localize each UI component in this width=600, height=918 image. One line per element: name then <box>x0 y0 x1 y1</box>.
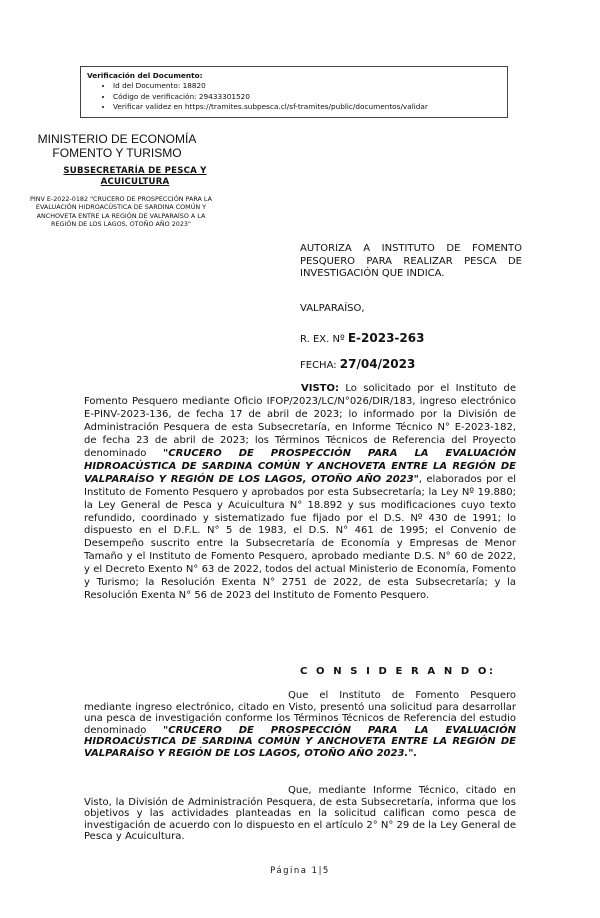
considerando-p1-project: "CRUCERO DE PROSPECCIÓN PARA LA EVALUACIÓN HIDROACÚSTICA DE SARDINA COMÚN Y ANCHOVETA ENTRE LA REGIÓN DE VALPARAÍSO Y REGIÓN DE LOS LAGOS, OTOÑO AÑO 2023.". <box>84 724 516 759</box>
visto-paragraph <box>84 383 516 603</box>
pinv-reference: PINV E-2022-0182 "CRUCERO DE PROSPECCIÓN PARA LA EVALUACIÓN HIDROACÚSTICA DE SARDINA COMÚN Y ANCHOVETA ENTRE LA REGIÓN DE VALPARAÍSO A LA REGIÓN DE LOS LAGOS, OTOÑO AÑO 2023" <box>29 195 213 228</box>
verification-code: • Código de verificación: 29433301520 <box>113 92 501 102</box>
verification-title: Verificación del Documento: <box>87 71 203 80</box>
rex-number: E-2023-263 <box>347 331 425 345</box>
ministry-line-1: MINISTERIO DE ECONOMÍA <box>37 132 197 146</box>
page-number: Página 1|5 <box>270 866 330 876</box>
ministry-line-2: FOMENTO Y TURISMO <box>52 146 182 160</box>
subsecretaria-name: SUBSECRETARÍA DE PESCA Y ACUICULTURA <box>63 166 207 187</box>
considerando-heading: C O N S I D E R A N D O: <box>300 666 496 677</box>
visto-project-title: "CRUCERO DE PROSPECCIÓN PARA LA EVALUACIÓN HIDROACÚSTICA DE SARDINA COMÚN Y ANCHOVETA ENTRE LA REGIÓN DE VALPARAÍSO Y REGIÓN DE LOS LAGOS, OTOÑO AÑO 2023" <box>84 447 516 485</box>
resolution-city: VALPARAÍSO, <box>300 303 365 314</box>
visto-text-2: , elaborados por el Instituto de Fomento Pesquero y aprobados por esta Subsecretaría; la Ley Nº 19.880; la Ley General de Pesca y Acuicultura N° 18.892 y sus modificaciones cuyo texto refundido, coordinado y sistematizado fue fijado por el D.S. Nº 430 de 1991; lo dispuesto en el D.F.L. N° 5 de 1983, el D.S. N° 461 de 1995; el Convenio de Desempeño suscrito entre la Subsecretaría de Economía y Empresas de Menor Tamaño y el Instituto de Fomento Pesquero, aprobado mediante D.S. N° 60 de 2022, y el Decreto Exento N° 63 de 2022, todos del actual Ministerio de Economía, Fomento y Turismo; la Resolución Exenta N° 2751 de 2022, de esta Subsecretaría; y la Resolución Exenta N° 56 de 2023 del Instituto de Fomento Pesquero. <box>84 473 517 602</box>
verification-box <box>80 66 508 118</box>
considerando-paragraph-1 <box>84 690 516 760</box>
visto-label: VISTO: <box>301 383 339 394</box>
date-label: FECHA: <box>300 360 337 371</box>
document-id: • Id del Documento: 18820 <box>113 81 501 91</box>
verification-url[interactable]: • Verificar validez en https://tramites.subpesca.cl/sf-tramites/public/documentos/validar <box>113 102 501 112</box>
resolution-summary: AUTORIZA A INSTITUTO DE FOMENTO PESQUERO PARA REALIZAR PESCA DE INVESTIGACIÓN QUE INDICA. <box>300 243 522 280</box>
ministry-name <box>22 132 212 160</box>
rex-label: R. EX. Nº <box>300 334 345 345</box>
visto-text-1: Lo solicitado por el Instituto de Fomento Pesquero mediante Oficio IFOP/2023/LC/N°026/DIR/183, ingreso electrónico E-PINV-2023-136, de fecha 17 de abril de 2023; lo informado por la División de Administración Pesquera de esta Subsecretaría, en Informe Técnico N° E-2023-182, de fecha 23 de abril de 2023; los Términos Técnicos de Referencia del Proyecto denominado <box>84 383 516 459</box>
resolution-number-line <box>300 331 424 345</box>
considerando-p1-text: Que el Instituto de Fomento Pesquero mediante ingreso electrónico, citado en Visto, presentó una solicitud para desarrollar una pesca de investigación conforme los Términos Técnicos de Referencia del estudio denominado <box>84 690 516 736</box>
date-value: 27/04/2023 <box>339 357 416 371</box>
resolution-date-line <box>300 357 415 371</box>
verification-list <box>87 81 501 112</box>
considerando-paragraph-2: Que, mediante Informe Técnico, citado en Visto, la División de Administración Pesquera, de esta Subsecretaría, informa que los objetivos y las actividades planteadas en la solicitud califican como pesca de investigación de acuerdo con lo dispuesto en el artículo 2° N° 29 de la Ley General de Pesca y Acuicultura. <box>84 785 516 843</box>
